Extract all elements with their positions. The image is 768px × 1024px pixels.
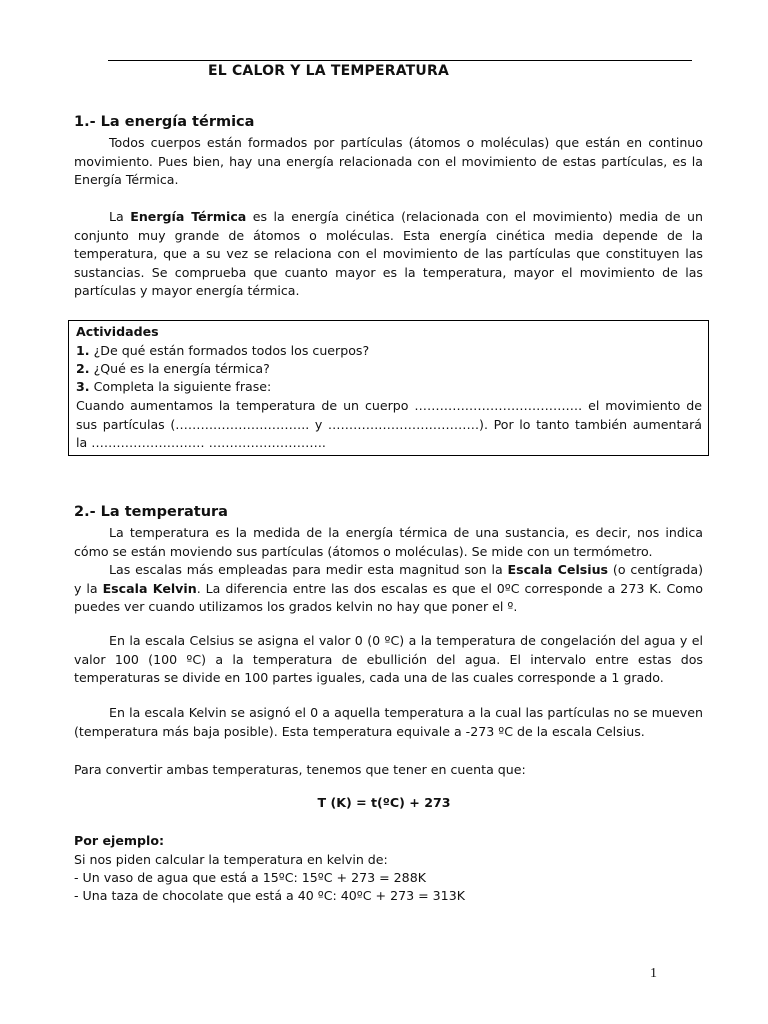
conversion-formula: T (K) = t(ºC) + 273 (317, 795, 451, 810)
activity-question-1: 1. ¿De qué están formados todos los cuerpos? (76, 343, 370, 358)
activities-box (68, 320, 709, 456)
top-rule (108, 60, 692, 61)
section2-paragraph-1: La temperatura es la medida de la energía térmica de una sustancia, es decir, nos indica cómo se están moviendo sus partículas (átomos o moléculas). Se mide con un termómetro. (74, 525, 703, 559)
escala-kelvin-term: Escala Kelvin (102, 580, 197, 596)
activity-fill-in-sentence: Cuando aumentamos la temperatura de un cuerpo …………………………………. el movimiento de sus partículas (………………………….. y ………………………………). Por lo tanto también aumentará la ……………………… ………………………. (76, 398, 702, 450)
activity-question-3: 3. Completa la siguiente frase: (76, 379, 272, 394)
section2-paragraph-4: En la escala Kelvin se asignó el 0 a aquella temperatura a la cual las partículas no se mueven (temperatura más baja posible). Esta temperatura equivale a -273 ºC de la escala Celsius. (74, 705, 703, 739)
example-intro: Si nos piden calcular la temperatura en kelvin de: (74, 852, 388, 867)
section1-paragraph-1: Todos cuerpos están formados por partículas (átomos o moléculas) que están en continuo movimiento. Pues bien, hay una energía relacionada con el movimiento de estas partículas, es la Energía Térmica. (74, 135, 703, 187)
example-item-2: - Una taza de chocolate que está a 40 ºC: 40ºC + 273 = 313K (74, 888, 465, 903)
page-number: 1 (650, 966, 657, 981)
section1-heading: 1.- La energía térmica (74, 114, 255, 130)
section2-paragraph-2: Las escalas más empleadas para medir esta magnitud son la Escala Celsius (o centígrada) y la Escala Kelvin. La diferencia entre las dos escalas es que el 0ºC corresponde a 273 K. Como puedes ver cuando utilizamos los grados kelvin no hay que poner el º. (74, 562, 703, 614)
section1-paragraph-2: La Energía Térmica es la energía cinética (relacionada con el movimiento) media de un conjunto muy grande de átomos o moléculas. Esta energía cinética media depende de la temperatura, que a su vez se relaciona con el movimiento de las partículas que constituyen las sustancias. Se comprueba que cuanto mayor es la temperatura, mayor el movimiento de las partículas y mayor energía térmica. (74, 209, 703, 298)
energia-termica-term: Energía Térmica (130, 209, 247, 224)
escala-celsius-term: Escala Celsius (507, 562, 609, 577)
example-item-1: - Un vaso de agua que está a 15ºC: 15ºC + 273 = 288K (74, 870, 426, 885)
activities-heading: Actividades (76, 324, 159, 339)
document-title: EL CALOR Y LA TEMPERATURA (208, 63, 450, 79)
example-heading: Por ejemplo: (74, 833, 165, 848)
section2-paragraph-5: Para convertir ambas temperaturas, tenemos que tener en cuenta que: (74, 762, 526, 777)
section2-heading: 2.- La temperatura (74, 504, 228, 520)
section2-paragraph-3: En la escala Celsius se asigna el valor 0 (0 ºC) a la temperatura de congelación del agua y el valor 100 (100 ºC) a la temperatura de ebullición del agua. El intervalo entre estas dos temperaturas se divide en 100 partes iguales, cada una de las cuales corresponde a 1 grado. (74, 633, 703, 685)
activity-question-2: 2. ¿Qué es la energía térmica? (76, 361, 270, 376)
